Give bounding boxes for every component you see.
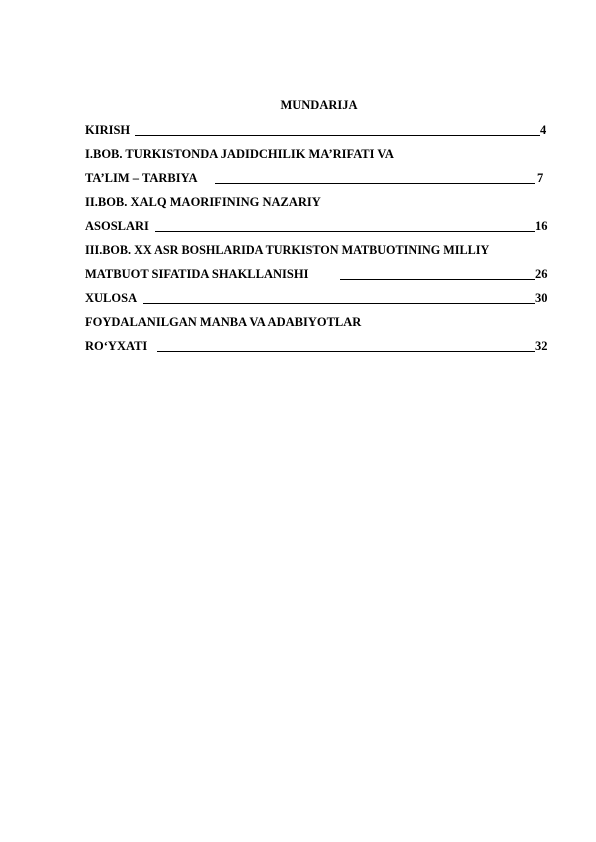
toc-leader-line <box>340 279 535 280</box>
toc-entry-label: ASOSLARI <box>85 219 149 233</box>
toc-entry-kirish <box>85 120 555 144</box>
toc-entry-xulosa <box>85 288 555 312</box>
toc-page-number: 26 <box>535 267 548 281</box>
toc-entry-references-line-2 <box>85 336 555 360</box>
toc-entry-label: MATBUOT SIFATIDA SHAKLLANISHI <box>85 267 309 281</box>
toc-leader-line <box>215 183 535 184</box>
toc-entry-label: FOYDALANILGAN MANBA VA ADABIYOTLAR <box>85 315 362 329</box>
toc-entry-label: III.BOB. XX ASR BOSHLARIDA TURKISTON MATBUOTINING MILLIY <box>85 243 490 257</box>
toc-entry-chapter-2-line-1 <box>85 192 555 216</box>
toc-entry-label: I.BOB. TURKISTONDA JADIDCHILIK MA’RIFATI VA <box>85 147 394 161</box>
toc-page-number: 32 <box>535 339 548 353</box>
toc-entry-label: XULOSA <box>85 291 138 305</box>
toc-page-number: 7 <box>537 171 544 185</box>
toc-entry-label: II.BOB. XALQ MAORIFINING NAZARIY <box>85 195 321 209</box>
toc-entry-label: RO‘YXATI <box>85 339 148 353</box>
toc-page-number: 30 <box>535 291 548 305</box>
toc-page-number: 4 <box>540 123 547 137</box>
toc-entry-chapter-1-line-2 <box>85 168 555 192</box>
toc-entry-label: KIRISH <box>85 123 131 137</box>
toc-leader-line <box>135 135 540 136</box>
toc-leader-line <box>143 303 535 304</box>
toc-leader-line <box>157 351 535 352</box>
toc-title: MUNDARIJA <box>280 98 358 112</box>
toc-entry-chapter-3-line-2 <box>85 264 555 288</box>
toc-entry-chapter-3-line-1 <box>85 240 555 264</box>
toc-leader-line <box>155 231 535 232</box>
toc-entry-references-line-1 <box>85 312 555 336</box>
table-of-contents <box>85 120 555 360</box>
toc-page-number: 16 <box>535 219 548 233</box>
toc-entry-chapter-1-line-1 <box>85 144 555 168</box>
toc-entry-chapter-2-line-2 <box>85 216 555 240</box>
toc-entry-label: TA’LIM – TARBIYA <box>85 171 198 185</box>
